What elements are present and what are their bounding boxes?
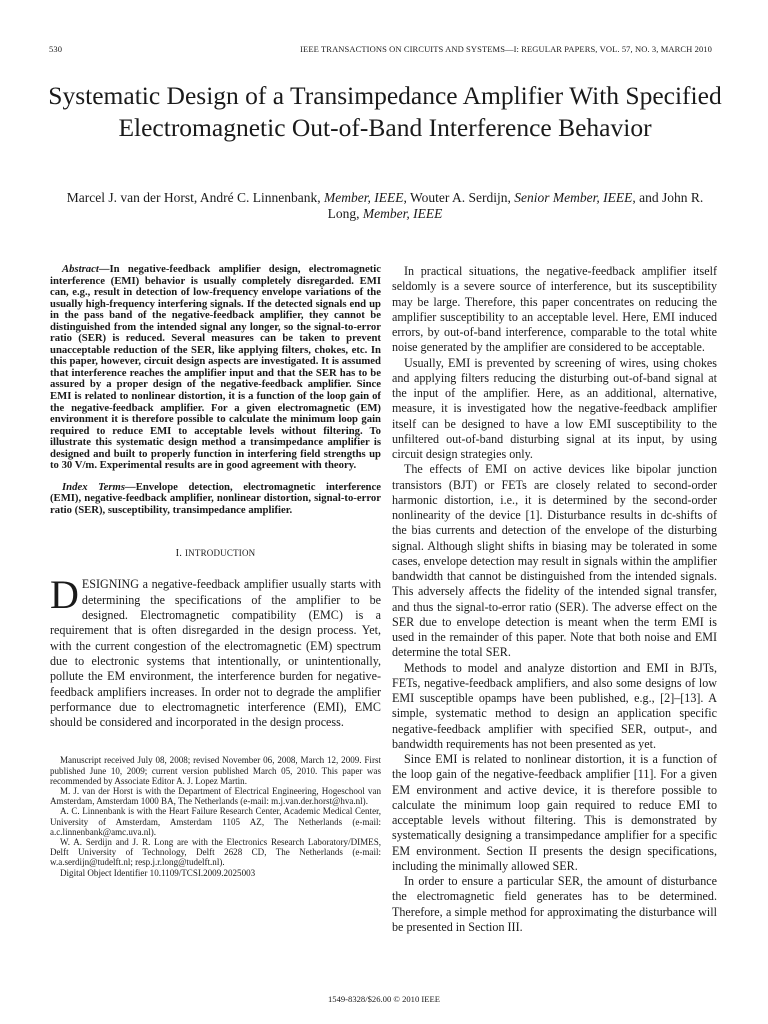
- author-3-affiliation: Senior Member, IEEE: [514, 190, 633, 205]
- footnote-authors-3-4: W. A. Serdijn and J. R. Long are with the Electronics Research Laboratory/DIMES, Delft University of Technology, Delft 2628 CD, The Netherlands (e-mail: w.a.serdijn@tudelft.nl; resp.j.r.long@tudelft.nl).: [50, 837, 381, 868]
- abstract-text: In negative-feedback amplifier design, electromagnetic interference (EMI) behavior is usually completely disregarded. EMI can, e.g., result in detection of low-frequency envelope variations of the usually high-frequency interfering signals. If the detected signals end up in the pass band of the negative-feedback amplifier, they cannot be distinguished from the intended signal any longer, so the signal-to-error ratio (SER) is reduced. Several measures can be taken to prevent unacceptable reduction of the SER, like applying filters, chokes, etc. In this paper, however, circuit design aspects are investigated. It is assumed that interference reaches the amplifier input and that the SER has to be assured by a proper design of the negative-feedback amplifier. Since EMI is related to nonlinear distortion, it is a function of the loop gain of the negative-feedback amplifier. For a given electromagnetic (EM) environment it is therefore possible to calculate the minimum loop gain required to reduce EMI to acceptable levels without filtering. To illustrate this systematic design method a transimpedance amplifier is designed and built to properly function in interfering field strengths up to 30 V/m. Experimental results are in good agreement with theory.: [50, 263, 381, 472]
- body-paragraph-2: Usually, EMI is prevented by screening of wires, using chokes and applying filters reducing the disturbing out-of-band signal at the input of the amplifier. Here, as an additional, alternative, measure, it is investigated how the negative-feedback amplifier itself can be designed to have a low EMI susceptibility to the unfiltered out-of-band disturbing signal at its input, by using circuit design strategies only.: [392, 355, 717, 461]
- author-2: André C. Linnenbank,: [199, 190, 321, 205]
- journal-header: IEEE TRANSACTIONS ON CIRCUITS AND SYSTEMS—I: REGULAR PAPERS, VOL. 57, NO. 3, MARCH 2010: [300, 44, 712, 54]
- copyright-footer: 1549-8328/$26.00 © 2010 IEEE: [327, 994, 441, 1004]
- author-list: [50, 190, 720, 222]
- body-paragraph-1: In practical situations, the negative-feedback amplifier itself seldomly is a severe source of interference, but its susceptibility may be large. Therefore, this paper concentrates on reducing the amplifier susceptibility to an acceptable level. Here, EMI induced errors, by out-of-band interference, comparable to the total white noise generated by the amplifier are considered to be acceptable.: [392, 264, 717, 355]
- body-paragraph-3: The effects of EMI on active devices like bipolar junction transistors (BJT) or FETs are closely related to second-order harmonic distortion, i.e., it is determined by the second-order nonlinearity of the device [1]. Disturbance results in dc-shifts of the bias currents and detection of the envelope of the disturbing signal. Although slight shifts in biasing may be tolerated in some cases, envelope detection may result in signals within the amplifier bandwidth that cannot be distinguished from the intended signals. This adversely affects the fidelity of the intended signal transfer, and thus the signal-to-error ratio (SER). The adverse effect on the SER due to envelope detection is meant when the term EMI is used in the remainder of this paper. Note that both noise and EMI determine the total SER.: [392, 462, 717, 660]
- author-1: Marcel J. van der Horst,: [66, 190, 198, 205]
- page-number: 530: [49, 44, 63, 54]
- body-paragraph-5: Since EMI is related to nonlinear distortion, it is a function of the loop gain of the negative-feedback amplifier [11]. For a given EM environment and active device, it is therefore possible to calculate the minimum loop gain required to reduce EMI to acceptable levels without filtering. This is demonstrated by systematically designing a transimpedance amplifier for a specific EM environment. Section II presents the design specifications, including the minimally allowed SER.: [392, 752, 717, 873]
- author-4-affiliation: Member, IEEE: [362, 206, 443, 221]
- abstract-label: Abstract—: [62, 263, 110, 275]
- body-paragraph-4: Methods to model and analyze distortion and EMI in BJTs, FETs, negative-feedback amplifiers, and also some designs of low EMI susceptible opamps have been published, e.g., [2]–[13]. A simple, systematic method to design an application specific negative-feedback amplifier with specified SER, output-, and bandwidth requirements has not been presented as yet.: [392, 660, 717, 751]
- footnotes: [50, 755, 381, 877]
- drop-cap: D: [50, 572, 79, 618]
- section-numeral: I.: [175, 548, 183, 560]
- intro-text: a negative-feedback amplifier usually starts with determining the specifications of the amplifier to be designed. Electromagnetic compatibility (EMC) is a requirement that is often disregarded in the design process. Yet, with the current congestion of the electromagnetic (EM) spectrum due to electronic systems that intentionally, or unintentionally, pollute the EM environment, the interference burden for negative-feedback amplifiers increases. In order not to degrade the amplifier performance due to electromagnetic interference (EMI), EMC should be considered and incorporated in the design process.: [50, 577, 381, 730]
- footnote-author-2: A. C. Linnenbank is with the Heart Failure Research Center, Academic Medical Center, University of Amsterdam, Amsterdam 1105 AZ, The Netherlands (e-mail: a.c.linnenbank@amc.uva.nl).: [50, 806, 381, 837]
- intro-paragraph: [50, 572, 381, 730]
- index-terms-label: Index Terms—: [62, 480, 136, 493]
- abstract: [50, 264, 381, 472]
- right-column: [392, 264, 717, 935]
- footnote-doi: Digital Object Identifier 10.1109/TCSI.2009.2025003: [60, 867, 256, 878]
- footnote-author-1: M. J. van der Horst is with the Department of Electrical Engineering, Hogeschool van Amsterdam, Amsterdam 1000 BA, The Netherlands (e-mail: m.j.van.der.horst@hva.nl).: [50, 786, 381, 807]
- body-paragraph-6: In order to ensure a particular SER, the amount of disturbance the electromagnetic field generates has to be determined. Therefore, a simple method for approximating the disturbance will be presented in Section III.: [392, 874, 717, 934]
- section-title: INTRODUCTION: [184, 548, 256, 559]
- index-terms-text: Envelope detection, electromagnetic interference (EMI), negative-feedback amplifier, nonlinear distortion, signal-to-error ratio (SER), susceptibility, transimpedance amplifier.: [50, 480, 381, 516]
- left-column: [50, 264, 381, 878]
- footnote-manuscript: Manuscript received July 08, 2008; revised November 06, 2008, March 12, 2009. First published June 10, 2009; current version published March 05, 2010. This paper was recommended by Associate Editor A. J. Lopez Martin.: [50, 755, 381, 786]
- intro-lead-word: ESIGNING: [81, 577, 139, 592]
- index-terms: [50, 482, 381, 517]
- author-4: , and John R. Long,: [327, 190, 704, 221]
- paper-title: Systematic Design of a Transimpedance Amplifier With Specified Electromagnetic Out-of-Band Interference Behavior: [48, 81, 722, 142]
- section-heading: [50, 548, 381, 559]
- author-2-affiliation: Member, IEEE: [323, 190, 404, 205]
- author-3: , Wouter A. Serdijn,: [403, 190, 511, 205]
